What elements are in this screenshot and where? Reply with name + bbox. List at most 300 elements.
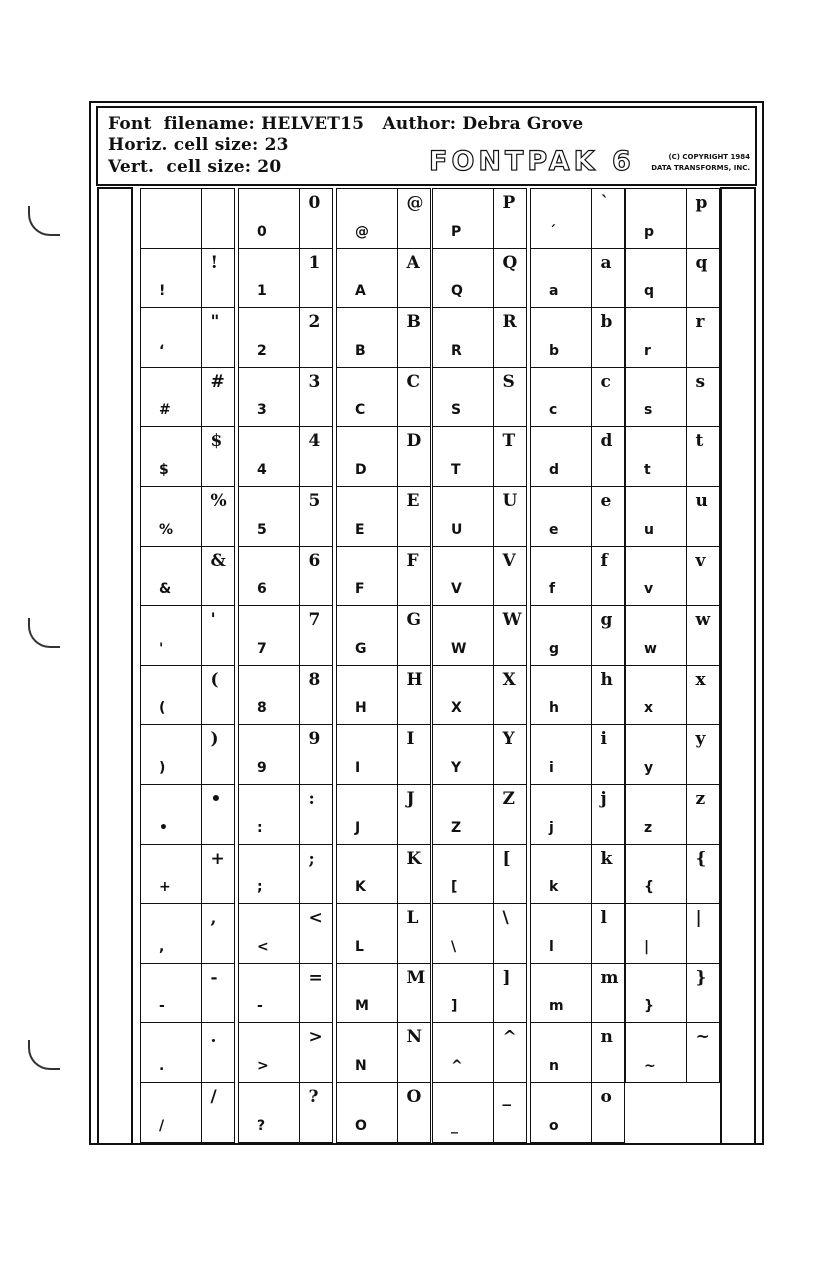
glyph-reference: @ [406, 193, 424, 213]
glyph-reference: ! [210, 252, 218, 273]
glyph-cell [432, 486, 494, 547]
reference-cell [397, 307, 431, 368]
glyph-reference: B [406, 312, 421, 333]
reference-cell [686, 248, 720, 309]
glyph-sample: Z [451, 819, 462, 836]
glyph-reference: h [600, 669, 613, 690]
glyph-reference: ` [600, 193, 609, 213]
reference-cell [299, 486, 333, 547]
glyph-cell [336, 784, 398, 845]
glyph-reference: ] [502, 967, 511, 988]
glyph-cell [238, 724, 300, 785]
glyph-cell [530, 1022, 592, 1083]
glyph-reference: V [502, 550, 516, 571]
glyph-reference: 3 [308, 371, 321, 392]
glyph-reference: + [210, 848, 225, 869]
reference-cell [397, 784, 431, 845]
glyph-reference: : [308, 789, 315, 809]
glyph-reference: 4 [308, 431, 321, 452]
glyph-cell [625, 546, 687, 607]
glyph-reference: v [695, 550, 706, 571]
glyph-reference: D [406, 431, 422, 452]
glyph-cell [336, 963, 398, 1024]
glyph-cell [238, 1022, 300, 1083]
glyph-sample: ] [451, 998, 458, 1015]
glyph-sample: ! [159, 283, 166, 300]
glyph-cell [336, 546, 398, 607]
reference-cell [493, 724, 527, 785]
glyph-reference: S [502, 371, 515, 392]
glyph-reference: ' [210, 610, 216, 631]
glyph-sample: R [451, 342, 462, 359]
glyph-sample: 3 [257, 402, 267, 419]
glyph-sample: ´ [549, 223, 556, 240]
glyph-sample: 6 [257, 581, 267, 598]
glyph-sample: # [159, 402, 171, 419]
vert-cell-size: Vert. cell size: 20 [108, 157, 282, 177]
glyph-sample: C [355, 402, 366, 419]
glyph-sample: W [451, 640, 467, 657]
glyph-sample: & [159, 581, 172, 598]
glyph-cell [625, 724, 687, 785]
reference-cell [299, 188, 333, 249]
glyph-cell [140, 665, 202, 726]
glyph-cell [238, 546, 300, 607]
reference-cell [686, 784, 720, 845]
reference-cell [686, 486, 720, 547]
reference-cell [201, 844, 235, 905]
glyph-cell [238, 248, 300, 309]
glyph-reference: G [406, 610, 422, 631]
glyph-sample: ( [159, 700, 166, 717]
glyph-reference: j [600, 789, 607, 809]
reference-cell [591, 426, 625, 487]
glyph-sample: B [355, 342, 366, 359]
glyph-cell [625, 784, 687, 845]
glyph-sample: a [549, 283, 559, 300]
glyph-reference: i [600, 729, 607, 750]
glyph-reference: L [406, 908, 419, 929]
reference-cell [299, 724, 333, 785]
glyph-reference: R [502, 312, 517, 333]
glyph-sample: 5 [257, 521, 267, 538]
glyph-reference: X [502, 669, 516, 690]
reference-cell [686, 844, 720, 905]
glyph-reference: y [695, 729, 706, 750]
glyph-sample: z [644, 819, 653, 836]
glyph-cell [140, 367, 202, 428]
glyph-sample: | [644, 938, 650, 955]
glyph-cell [238, 188, 300, 249]
reference-cell [493, 844, 527, 905]
glyph-reference: Y [502, 729, 515, 750]
glyph-sample: ; [257, 879, 263, 896]
glyph-reference: K [406, 848, 422, 869]
glyph-sample: , [159, 938, 165, 955]
reference-cell [686, 903, 720, 964]
glyph-sample: h [549, 700, 559, 717]
reference-cell [591, 605, 625, 666]
glyph-cell [432, 307, 494, 368]
reference-cell [201, 784, 235, 845]
reference-cell [201, 486, 235, 547]
glyph-reference: $ [210, 431, 223, 452]
reference-cell [493, 963, 527, 1024]
reference-cell [299, 844, 333, 905]
glyph-reference: F [406, 550, 419, 571]
glyph-sample: o [549, 1117, 559, 1134]
glyph-cell [336, 1082, 398, 1143]
glyph-reference: q [695, 252, 708, 273]
glyph-sample: c [549, 402, 558, 419]
glyph-sample: ~ [644, 1057, 656, 1074]
glyph-sample: S [451, 402, 462, 419]
glyph-cell [140, 486, 202, 547]
glyph-reference: x [695, 669, 706, 690]
reference-cell [201, 724, 235, 785]
glyph-sample: p [644, 223, 655, 240]
glyph-sample: q [644, 283, 655, 300]
reference-cell [201, 1022, 235, 1083]
glyph-cell [530, 248, 592, 309]
glyph-reference: ? [308, 1087, 319, 1107]
glyph-cell [238, 307, 300, 368]
glyph-reference: . [210, 1027, 217, 1048]
glyph-sample: f [549, 581, 556, 598]
glyph-sample: X [451, 700, 462, 717]
reference-cell [686, 1022, 720, 1083]
glyph-reference: H [406, 669, 423, 690]
reference-cell [591, 188, 625, 249]
glyph-cell [336, 188, 398, 249]
glyph-cell [625, 963, 687, 1024]
reference-cell [591, 963, 625, 1024]
glyph-reference: , [210, 908, 217, 929]
glyph-cell [432, 426, 494, 487]
glyph-cell [140, 784, 202, 845]
glyph-cell [238, 605, 300, 666]
glyph-cell [530, 605, 592, 666]
glyph-sample: y [644, 759, 654, 776]
glyph-cell [238, 784, 300, 845]
glyph-sample: 0 [257, 223, 267, 240]
glyph-cell [625, 903, 687, 964]
reference-cell [493, 248, 527, 309]
glyph-cell [238, 1082, 300, 1143]
glyph-reference: g [600, 610, 613, 631]
glyph-cell [336, 248, 398, 309]
glyph-sample: $ [159, 461, 169, 478]
glyph-sample: @ [355, 223, 369, 240]
glyph-cell [432, 844, 494, 905]
glyph-sample: T [451, 461, 461, 478]
glyph-reference: ~ [695, 1027, 710, 1048]
reference-cell [397, 605, 431, 666]
glyph-cell [336, 486, 398, 547]
glyph-sample: } [644, 998, 654, 1015]
reference-cell [201, 605, 235, 666]
glyph-cell [140, 188, 202, 249]
glyph-reference: { [695, 848, 707, 869]
glyph-cell [432, 248, 494, 309]
glyph-sample: g [549, 640, 560, 657]
glyph-sample: - [257, 998, 263, 1015]
glyph-sample: • [159, 819, 168, 836]
reference-cell [299, 1082, 333, 1143]
glyph-cell [336, 665, 398, 726]
glyph-sample: H [355, 700, 367, 717]
glyph-cell [625, 188, 687, 249]
reference-cell [397, 426, 431, 487]
glyph-cell [432, 665, 494, 726]
glyph-cell [336, 605, 398, 666]
glyph-sample: D [355, 461, 367, 478]
glyph-sample: I [355, 759, 361, 776]
reference-cell [299, 307, 333, 368]
glyph-reference: N [406, 1027, 423, 1048]
reference-cell [397, 486, 431, 547]
glyph-reference: d [600, 431, 613, 452]
glyph-cell [530, 784, 592, 845]
reference-cell [591, 307, 625, 368]
glyph-cell [530, 426, 592, 487]
glyph-cell [530, 188, 592, 249]
reference-cell [493, 605, 527, 666]
glyph-reference: ( [210, 669, 219, 690]
glyph-cell [140, 1022, 202, 1083]
glyph-sample: r [644, 342, 651, 359]
glyph-cell [625, 486, 687, 547]
glyph-sample: k [549, 879, 559, 896]
reference-cell [591, 1082, 625, 1143]
glyph-sample: Q [451, 283, 463, 300]
glyph-cell [432, 784, 494, 845]
reference-cell [686, 605, 720, 666]
glyph-cell [432, 546, 494, 607]
glyph-reference: } [695, 967, 707, 988]
glyph-sample: L [355, 938, 364, 955]
glyph-reference: s [695, 371, 706, 392]
glyph-sample: 1 [257, 283, 267, 300]
glyph-cell [238, 844, 300, 905]
reference-cell [201, 188, 235, 249]
reference-cell [591, 903, 625, 964]
reference-cell [397, 1022, 431, 1083]
left-margin-strip [97, 187, 133, 1145]
glyph-reference: J [406, 789, 415, 809]
reference-cell [201, 426, 235, 487]
reference-cell [299, 426, 333, 487]
glyph-reference: l [600, 908, 607, 929]
glyph-reference: n [600, 1027, 613, 1048]
glyph-cell [625, 1022, 687, 1083]
reference-cell [493, 486, 527, 547]
glyph-sample: [ [451, 879, 458, 896]
glyph-reference: U [502, 491, 518, 511]
reference-cell [686, 546, 720, 607]
reference-cell [201, 248, 235, 309]
reference-cell [299, 248, 333, 309]
glyph-sample: 9 [257, 759, 267, 776]
glyph-sample: \ [451, 938, 457, 955]
glyph-cell [432, 1082, 494, 1143]
glyph-cell [625, 426, 687, 487]
reference-cell [397, 367, 431, 428]
glyph-cell [336, 1022, 398, 1083]
glyph-cell [336, 426, 398, 487]
glyph-sample: % [159, 521, 174, 538]
reference-cell [591, 546, 625, 607]
glyph-sample: { [644, 879, 654, 896]
glyph-cell [530, 903, 592, 964]
reference-cell [493, 1022, 527, 1083]
glyph-reference: < [308, 908, 323, 929]
glyph-sample: 2 [257, 342, 267, 359]
glyph-cell [530, 665, 592, 726]
glyph-cell [625, 367, 687, 428]
glyph-reference: ; [308, 848, 315, 869]
reference-cell [493, 426, 527, 487]
glyph-cell [530, 486, 592, 547]
glyph-cell [140, 248, 202, 309]
reference-cell [493, 1082, 527, 1143]
glyph-reference: w [695, 610, 711, 631]
glyph-sample: w [644, 640, 657, 657]
glyph-sample: > [257, 1057, 269, 1074]
glyph-reference: 8 [308, 669, 321, 690]
glyph-cell [432, 367, 494, 428]
glyph-sample: U [451, 521, 463, 538]
glyph-sample: F [355, 581, 365, 598]
glyph-cell [238, 903, 300, 964]
glyph-reference: P [502, 193, 516, 213]
glyph-cell [336, 903, 398, 964]
glyph-sample: m [549, 998, 564, 1015]
glyph-sample: ) [159, 759, 166, 776]
glyph-cell [238, 426, 300, 487]
glyph-sample: 4 [257, 461, 267, 478]
glyph-reference: T [502, 431, 516, 452]
glyph-reference: 9 [308, 729, 321, 750]
reference-cell [686, 724, 720, 785]
glyph-sample: J [355, 819, 361, 836]
reference-cell [397, 248, 431, 309]
glyph-reference: ) [210, 729, 219, 750]
reference-cell [299, 784, 333, 845]
glyph-sample: E [355, 521, 365, 538]
binder-hole-icon [28, 1040, 60, 1070]
glyph-reference: 1 [308, 252, 321, 273]
glyph-cell [140, 963, 202, 1024]
glyph-sample: O [355, 1117, 367, 1134]
reference-cell [686, 963, 720, 1024]
right-margin-strip [720, 187, 756, 1145]
glyph-reference: = [308, 967, 323, 988]
reference-cell [591, 367, 625, 428]
glyph-cell [530, 724, 592, 785]
glyph-sample: e [549, 521, 559, 538]
reference-cell [686, 307, 720, 368]
reference-cell [397, 724, 431, 785]
glyph-reference: e [600, 491, 612, 511]
glyph-reference: W [502, 610, 522, 631]
binder-hole-icon [28, 206, 60, 236]
glyph-reference: Q [502, 252, 518, 273]
reference-cell [397, 188, 431, 249]
glyph-reference: p [695, 193, 708, 213]
reference-cell [591, 844, 625, 905]
glyph-sample: 7 [257, 640, 267, 657]
reference-cell [686, 367, 720, 428]
glyph-reference: O [406, 1087, 422, 1107]
glyph-sample: . [159, 1057, 165, 1074]
reference-cell [591, 665, 625, 726]
glyph-cell [625, 605, 687, 666]
glyph-cell [432, 903, 494, 964]
reference-cell [493, 546, 527, 607]
glyph-reference: " [210, 312, 220, 333]
copyright-line-1: (C) COPYRIGHT 1984 [668, 153, 750, 161]
glyph-reference: \ [502, 908, 509, 929]
glyph-sample: t [644, 461, 651, 478]
reference-cell [397, 665, 431, 726]
reference-cell [201, 963, 235, 1024]
horiz-cell-size: Horiz. cell size: 23 [108, 135, 289, 155]
fontpak-logo: FONTPAK 6 [429, 146, 635, 177]
glyph-sample: 8 [257, 700, 267, 717]
font-filename-author: Font filename: HELVET15 Author: Debra Grove [108, 114, 584, 134]
glyph-reference: k [600, 848, 613, 869]
glyph-cell [140, 844, 202, 905]
glyph-reference: a [600, 252, 612, 273]
glyph-sample: d [549, 461, 560, 478]
glyph-cell [625, 307, 687, 368]
glyph-cell [530, 307, 592, 368]
reference-cell [686, 188, 720, 249]
glyph-reference: | [695, 908, 702, 929]
glyph-reference: > [308, 1027, 323, 1048]
glyph-cell [432, 724, 494, 785]
glyph-reference: 7 [308, 610, 321, 631]
glyph-cell [625, 665, 687, 726]
reference-cell [493, 903, 527, 964]
glyph-sample: ? [257, 1117, 266, 1134]
glyph-reference: f [600, 550, 608, 571]
reference-cell [299, 1022, 333, 1083]
glyph-reference: - [210, 967, 218, 988]
glyph-reference: C [406, 371, 421, 392]
glyph-reference: Z [502, 789, 515, 809]
reference-cell [397, 546, 431, 607]
glyph-sample: n [549, 1057, 559, 1074]
reference-cell [493, 665, 527, 726]
glyph-sample: v [644, 581, 654, 598]
reference-cell [299, 963, 333, 1024]
reference-cell [201, 1082, 235, 1143]
reference-cell [591, 724, 625, 785]
glyph-cell [238, 486, 300, 547]
glyph-sample: M [355, 998, 369, 1015]
glyph-reference: / [210, 1087, 217, 1107]
reference-cell [299, 605, 333, 666]
reference-cell [201, 546, 235, 607]
glyph-cell [625, 248, 687, 309]
reference-cell [201, 307, 235, 368]
reference-cell [591, 486, 625, 547]
glyph-sample: u [644, 521, 654, 538]
glyph-reference: _ [502, 1087, 511, 1107]
glyph-reference: 2 [308, 312, 321, 333]
